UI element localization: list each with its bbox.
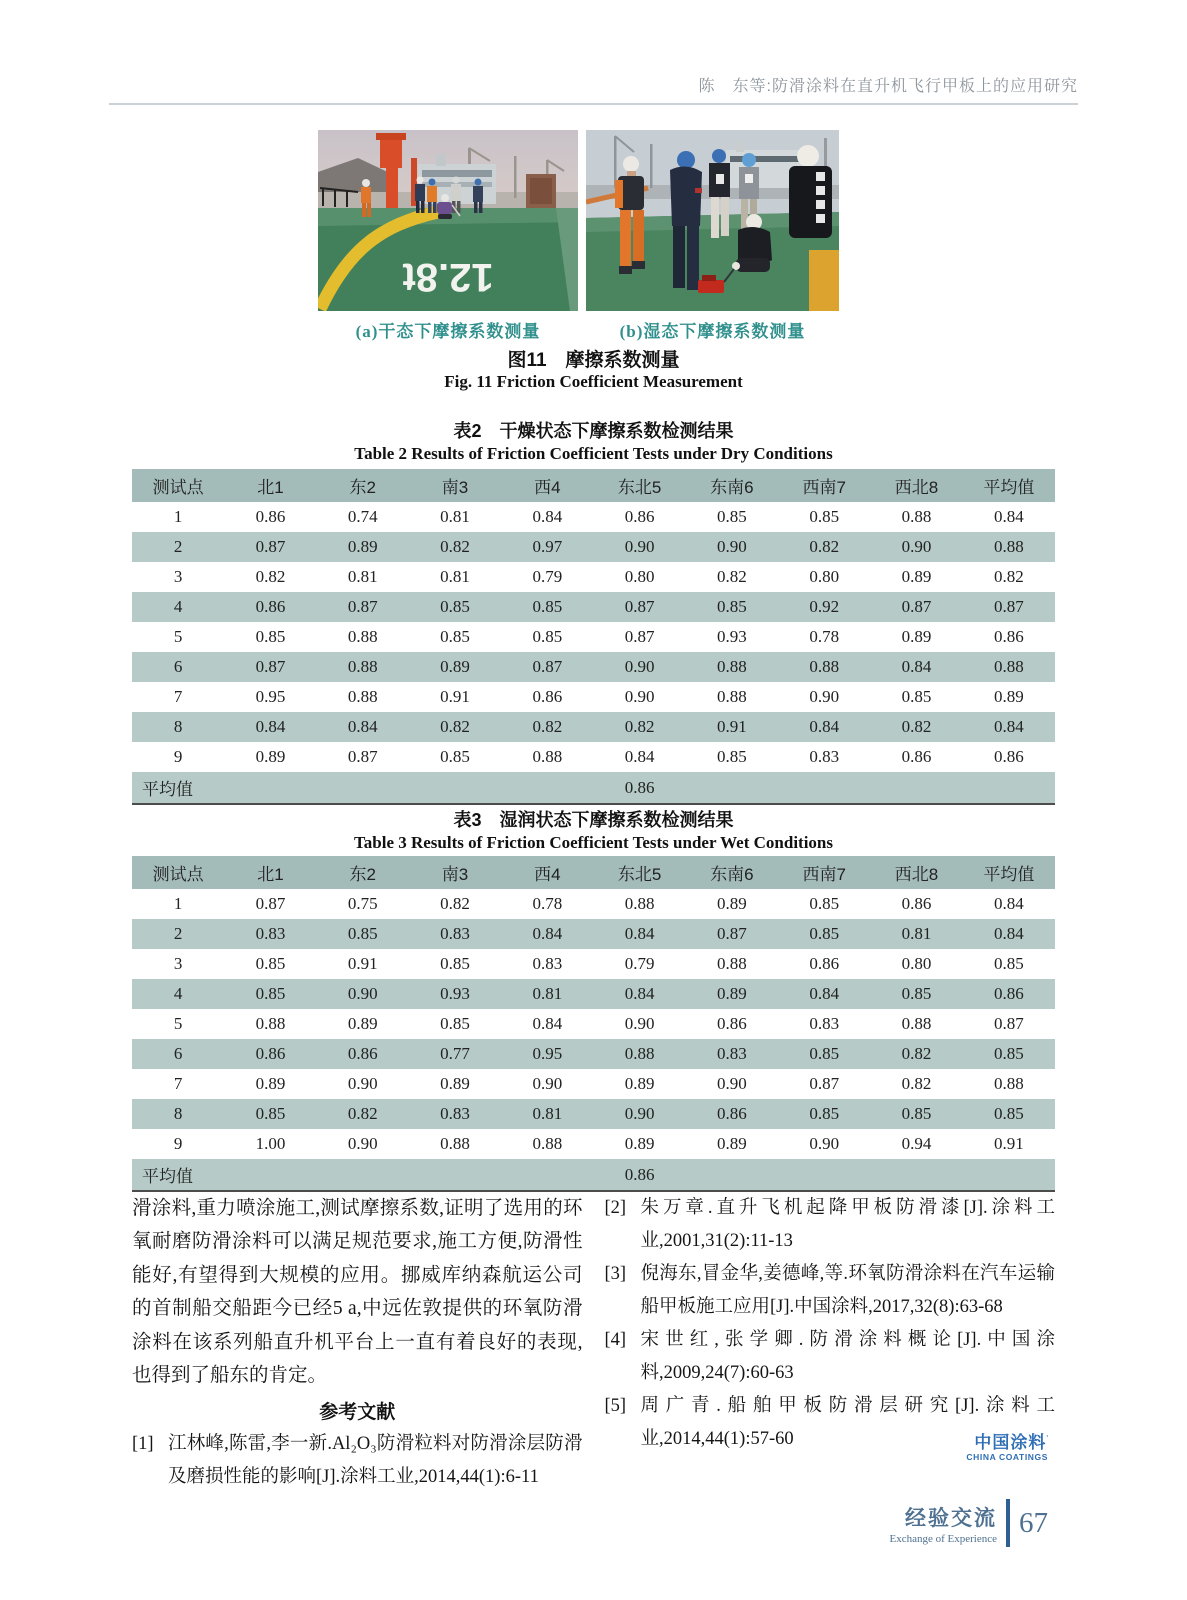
table-cell: 0.90 <box>317 979 409 1009</box>
table-cell: 0.90 <box>532 1074 563 1093</box>
table-cell: 0.86 <box>224 1039 316 1069</box>
table-cell: 0.85 <box>809 507 840 526</box>
table-cell: 0.80 <box>624 567 655 586</box>
table-cell: 0.82 <box>317 1099 409 1129</box>
table-cell: 0.85 <box>255 627 286 646</box>
logo-trademark: ' <box>1046 1433 1048 1444</box>
table-cell: 0.87 <box>317 592 409 622</box>
column-header: 北1 <box>224 856 316 889</box>
table-cell: 0.91 <box>347 954 378 973</box>
table-cell: 8 <box>132 712 224 742</box>
table-cell: 1 <box>173 894 183 913</box>
table-cell: 0.86 <box>317 1039 409 1069</box>
table-cell: 0.85 <box>778 1099 870 1129</box>
header-rule <box>109 103 1078 105</box>
logo-en-text: CHINA COATINGS <box>966 1451 1048 1462</box>
reference-text: 周广青.船舶甲板防滑层研究[J].涂料工业,2014,44(1):57-60 <box>640 1396 1055 1449</box>
table-cell: 0.88 <box>532 747 563 766</box>
table-cell: 0.84 <box>532 1014 563 1033</box>
table-cell: 0.85 <box>778 1039 870 1069</box>
table-cell: 0.77 <box>409 1039 501 1069</box>
left-column <box>132 1192 583 1494</box>
references-list-left <box>132 1428 583 1494</box>
table-cell: 0.85 <box>717 507 747 526</box>
table-cell: 0.88 <box>347 687 378 706</box>
table-cell: 0.84 <box>532 507 563 526</box>
table-cell: 7 <box>173 1074 183 1093</box>
column-header: 北1 <box>224 469 316 502</box>
table-cell: 0.88 <box>963 532 1055 562</box>
table-header-row <box>132 469 1055 502</box>
table-cell <box>686 1159 778 1191</box>
table-cell: 0.82 <box>778 532 870 562</box>
column-header: 南3 <box>409 469 501 502</box>
table-cell: 0.82 <box>255 567 286 586</box>
reference-text: 宋世红,张学卿.防滑涂料概论[J].中国涂料,2009,24(7):60-63 <box>640 1330 1055 1383</box>
table-cell: 0.90 <box>717 1074 747 1093</box>
table-cell: 0.89 <box>317 532 409 562</box>
table-cell: 0.88 <box>686 652 778 682</box>
table-cell: 0.85 <box>501 592 593 622</box>
table-cell: 0.88 <box>347 627 378 646</box>
table-cell: 0.88 <box>593 1039 685 1069</box>
table-row <box>132 592 1055 622</box>
table-cell: 0.86 <box>686 1099 778 1129</box>
column-header: 平均值 <box>963 469 1055 502</box>
table-cell: 0.97 <box>501 532 593 562</box>
running-head: 陈 东等:防滑涂料在直升机飞行甲板上的应用研究 <box>698 78 1078 95</box>
table-cell: 0.79 <box>624 954 655 973</box>
table-cell: 4 <box>132 592 224 622</box>
table-cell: 0.95 <box>501 1039 593 1069</box>
table-cell: 0.88 <box>440 1134 470 1153</box>
table-cell: 0.83 <box>809 747 840 766</box>
table-cell: 0.87 <box>224 652 316 682</box>
page-footer <box>890 1499 1049 1547</box>
table-cell: 0.87 <box>686 919 778 949</box>
table-cell: 0.83 <box>409 919 501 949</box>
table-cell: 0.82 <box>593 712 685 742</box>
table-cell: 0.75 <box>347 894 378 913</box>
table-cell: 0.90 <box>809 1134 840 1153</box>
photo-caption-a: (a)干态下摩擦系数测量 <box>355 322 541 341</box>
table-cell: 0.89 <box>624 1134 655 1153</box>
table-cell: 0.91 <box>686 712 778 742</box>
table-cell: 0.84 <box>593 919 685 949</box>
reference-number: [4] <box>604 1330 627 1350</box>
table-cell: 0.85 <box>409 592 501 622</box>
table-cell: 0.85 <box>224 979 316 1009</box>
reference-text: 倪海东,冒金华,姜德峰,等.环氧防滑涂料在汽车运输船甲板施工应用[J].中国涂料,2017,32(8):63-68 <box>640 1264 1055 1317</box>
table-cell: 0.89 <box>901 567 932 586</box>
references-list-right <box>605 1192 1056 1456</box>
table-cell: 0.86 <box>993 747 1024 766</box>
table-cell: 0.84 <box>624 747 655 766</box>
table-cell: 0.88 <box>901 1014 932 1033</box>
table-cell: 0.90 <box>347 1134 378 1153</box>
reference-item <box>605 1324 1056 1390</box>
table-cell: 0.86 <box>224 592 316 622</box>
table-cell: 0.92 <box>778 592 870 622</box>
table-cell: 0.89 <box>255 747 286 766</box>
table-cell: 0.85 <box>317 919 409 949</box>
table-cell: 0.89 <box>347 1014 378 1033</box>
table-cell: 0.85 <box>532 627 563 646</box>
photo-dry-friction-test <box>318 130 578 311</box>
column-header: 西南7 <box>778 469 870 502</box>
table-row <box>132 652 1055 682</box>
reference-number: [1] <box>132 1434 154 1455</box>
table-cell: 0.85 <box>778 919 870 949</box>
table-cell: 3 <box>173 954 183 973</box>
table-cell <box>501 1159 593 1191</box>
reference-item <box>132 1428 583 1494</box>
table-cell: 0.90 <box>870 532 962 562</box>
table-cell: 0.85 <box>809 894 840 913</box>
table-cell <box>686 772 778 804</box>
table-cell: 0.89 <box>993 687 1024 706</box>
table-cell: 0.82 <box>717 567 747 586</box>
table-cell <box>778 772 870 804</box>
table-cell: 0.87 <box>963 592 1055 622</box>
table-cell: 0.90 <box>624 1014 655 1033</box>
table-cell <box>870 1159 962 1191</box>
table-cell: 3 <box>173 567 183 586</box>
table-cell: 6 <box>132 652 224 682</box>
table-row <box>132 682 1055 712</box>
table3-title-en: Table 3 Results of Friction Coefficient Tests under Wet Conditions <box>353 833 834 852</box>
table-cell <box>870 772 962 804</box>
table-cell: 0.88 <box>778 652 870 682</box>
table-cell: 0.85 <box>440 627 470 646</box>
column-header: 西南7 <box>778 856 870 889</box>
figure-title-cn: 图11 摩擦系数测量 <box>507 350 680 371</box>
table-cell: 6 <box>132 1039 224 1069</box>
table-row <box>132 1039 1055 1069</box>
table-cell: 0.86 <box>624 507 655 526</box>
table-cell: 平均值 <box>132 772 224 804</box>
footer-section-cn: 经验交流 <box>905 1506 997 1530</box>
reference-number: [3] <box>604 1264 627 1284</box>
table-cell: 0.86 <box>963 979 1055 1009</box>
table-cell: 0.86 <box>901 894 932 913</box>
table-cell: 0.86 <box>255 507 286 526</box>
china-coatings-logo <box>966 1434 1048 1462</box>
table-cell <box>317 772 409 804</box>
table-cell: 0.89 <box>717 894 747 913</box>
table-cell: 0.82 <box>409 532 501 562</box>
column-header: 东2 <box>317 856 409 889</box>
table-cell: 0.87 <box>624 627 655 646</box>
column-header: 东北5 <box>593 469 685 502</box>
table-cell: 0.88 <box>532 1134 563 1153</box>
table-cell <box>409 772 501 804</box>
table-cell: 0.88 <box>317 652 409 682</box>
table-cell: 9 <box>173 1134 183 1153</box>
table-cell: 0.85 <box>224 1099 316 1129</box>
table-cell: 4 <box>132 979 224 1009</box>
table-cell: 0.95 <box>255 687 286 706</box>
column-header: 西北8 <box>870 469 962 502</box>
page-number: 67 <box>1019 1506 1048 1539</box>
table3-title-cn: 表3 湿润状态下摩擦系数检测结果 <box>453 810 734 830</box>
table-cell: 0.85 <box>963 1099 1055 1129</box>
reference-item <box>605 1258 1056 1324</box>
column-header: 平均值 <box>963 856 1055 889</box>
table-cell: 0.89 <box>686 979 778 1009</box>
table-cell: 0.90 <box>347 1074 378 1093</box>
table-row <box>132 949 1055 979</box>
column-header: 东北5 <box>593 856 685 889</box>
column-header: 测试点 <box>132 469 224 502</box>
table-average-row <box>132 1159 1055 1191</box>
footer-section-label <box>890 1502 998 1545</box>
table2-title-cn: 表2 干燥状态下摩擦系数检测结果 <box>453 421 734 441</box>
table-cell: 0.84 <box>778 979 870 1009</box>
table-cell: 0.87 <box>809 1074 840 1093</box>
reference-number: [5] <box>604 1396 627 1416</box>
photo-wet-friction-test <box>586 130 839 311</box>
table-cell: 5 <box>173 627 183 646</box>
table-cell <box>409 1159 501 1191</box>
table-cell: 0.79 <box>532 567 563 586</box>
table-row <box>132 1099 1055 1129</box>
table-cell: 0.81 <box>440 507 470 526</box>
table-cell: 0.87 <box>501 652 593 682</box>
table-cell <box>778 1159 870 1191</box>
table-cell: 0.90 <box>593 532 685 562</box>
table-cell: 0.87 <box>993 1014 1024 1033</box>
body-paragraph: 滑涂料,重力喷涂施工,测试摩擦系数,证明了选用的环氧耐磨防滑涂料可以满足规范要求,施工方便,防滑性能好,有望得到大规模的应用。挪威库纳森航运公司的首制船交船距今已经5 a,中远佐敦提供的环氧防滑涂料在该系列船直升机平台上一直有着良好的表现,也得到了船东的肯定。 <box>132 1198 583 1387</box>
table-row <box>132 562 1055 592</box>
table-cell: 0.82 <box>501 712 593 742</box>
table3-wet-results <box>132 856 1055 1192</box>
table-cell: 0.85 <box>255 954 286 973</box>
table2-title-en: Table 2 Results of Friction Coefficient Tests under Dry Conditions <box>354 444 833 463</box>
table-cell: 0.85 <box>901 687 932 706</box>
table-row <box>132 1129 1055 1159</box>
table-cell: 0.87 <box>255 894 286 913</box>
table-cell: 0.88 <box>901 507 932 526</box>
table-cell: 0.82 <box>409 712 501 742</box>
table-cell: 0.81 <box>440 567 470 586</box>
table-cell: 0.86 <box>901 747 932 766</box>
table-cell: 平均值 <box>132 1159 224 1191</box>
photo-caption-b: (b)湿态下摩擦系数测量 <box>619 322 806 341</box>
table-cell: 0.88 <box>255 1014 286 1033</box>
table-cell: 0.82 <box>870 1039 962 1069</box>
column-header: 东南6 <box>686 469 778 502</box>
table-cell: 0.83 <box>224 919 316 949</box>
table-cell: 0.84 <box>224 712 316 742</box>
table-cell: 0.90 <box>809 687 840 706</box>
table-cell: 0.88 <box>717 954 747 973</box>
footer-section-en: Exchange of Experience <box>889 1532 997 1545</box>
table-cell: 0.84 <box>963 712 1055 742</box>
table-cell: 0.85 <box>963 1039 1055 1069</box>
table-cell: 0.93 <box>717 627 747 646</box>
table-cell: 0.85 <box>870 1099 962 1129</box>
figure-11 <box>318 130 839 342</box>
table-cell: 2 <box>132 532 224 562</box>
reference-item <box>605 1192 1056 1258</box>
table-row <box>132 1069 1055 1099</box>
photo-column-b <box>586 130 839 342</box>
table-cell <box>963 772 1055 804</box>
column-header: 西4 <box>501 469 593 502</box>
table-row <box>132 622 1055 652</box>
table-cell: 0.81 <box>347 567 378 586</box>
photo-column-a <box>318 130 578 342</box>
table-cell: 0.88 <box>624 894 655 913</box>
table-cell: 0.88 <box>993 1074 1024 1093</box>
column-header: 南3 <box>409 856 501 889</box>
table-cell: 0.89 <box>255 1074 286 1093</box>
table-cell: 0.84 <box>870 652 962 682</box>
table-cell: 0.81 <box>501 979 593 1009</box>
table-cell: 0.86 <box>593 772 685 804</box>
table-cell: 0.82 <box>993 567 1024 586</box>
table-cell: 0.84 <box>993 507 1024 526</box>
table-cell: 0.82 <box>901 1074 932 1093</box>
column-header: 西4 <box>501 856 593 889</box>
table-cell: 0.90 <box>624 687 655 706</box>
table-cell: 0.87 <box>347 747 378 766</box>
table-cell: 1.00 <box>255 1134 286 1153</box>
table-cell: 0.86 <box>993 627 1024 646</box>
table-row <box>132 1009 1055 1039</box>
reference-number: [2] <box>604 1198 627 1218</box>
table-cell: 0.83 <box>686 1039 778 1069</box>
table-cell: 0.84 <box>501 919 593 949</box>
table-cell: 0.90 <box>686 532 778 562</box>
table-cell: 1 <box>173 507 183 526</box>
references-heading: 参考文献 <box>319 1402 396 1424</box>
table-row <box>132 889 1055 919</box>
table-cell: 0.85 <box>686 592 778 622</box>
table-cell: 0.88 <box>717 687 747 706</box>
logo-cn-text: 中国涂料 <box>974 1433 1047 1452</box>
table-cell: 0.91 <box>440 687 470 706</box>
deck-marking-text: 12.8t <box>402 255 494 299</box>
table-cell: 0.89 <box>624 1074 655 1093</box>
table-cell: 0.88 <box>963 652 1055 682</box>
table-cell: 0.86 <box>717 1014 747 1033</box>
table-cell: 0.87 <box>870 592 962 622</box>
table-cell: 0.84 <box>593 979 685 1009</box>
table-cell <box>224 772 316 804</box>
table-cell <box>224 1159 316 1191</box>
table-cell: 0.85 <box>440 954 470 973</box>
table-cell: 0.89 <box>901 627 932 646</box>
table-cell: 0.87 <box>593 592 685 622</box>
table-cell: 0.86 <box>532 687 563 706</box>
table-cell: 0.82 <box>870 712 962 742</box>
table-row <box>132 979 1055 1009</box>
table-cell: 9 <box>173 747 183 766</box>
table-header-row <box>132 856 1055 889</box>
table-cell: 0.82 <box>440 894 470 913</box>
footer-divider-bar <box>1006 1499 1010 1547</box>
table-cell <box>501 772 593 804</box>
table-cell: 0.85 <box>440 747 470 766</box>
column-header: 东2 <box>317 469 409 502</box>
table-cell: 0.89 <box>440 1074 470 1093</box>
table-cell: 0.89 <box>717 1134 747 1153</box>
table-row <box>132 712 1055 742</box>
table-cell: 0.80 <box>809 567 840 586</box>
table-cell: 0.84 <box>963 919 1055 949</box>
table-cell: 0.94 <box>901 1134 932 1153</box>
table-cell: 0.89 <box>409 652 501 682</box>
table-cell: 0.84 <box>778 712 870 742</box>
column-header: 西北8 <box>870 856 962 889</box>
table-cell: 0.90 <box>593 1099 685 1129</box>
table-row <box>132 532 1055 562</box>
table-cell: 0.85 <box>870 979 962 1009</box>
table-cell: 0.84 <box>317 712 409 742</box>
table-cell: 0.83 <box>409 1099 501 1129</box>
table-row <box>132 919 1055 949</box>
table-cell: 0.86 <box>809 954 840 973</box>
table-cell <box>317 1159 409 1191</box>
table-cell: 7 <box>173 687 183 706</box>
table-cell: 0.80 <box>901 954 932 973</box>
table-cell <box>963 1159 1055 1191</box>
table-row <box>132 742 1055 772</box>
table-cell: 0.78 <box>809 627 840 646</box>
table-cell: 0.83 <box>532 954 563 973</box>
table-row <box>132 502 1055 532</box>
table-cell: 0.93 <box>409 979 501 1009</box>
reference-text: 朱万章.直升飞机起降甲板防滑漆[J].涂料工业,2001,31(2):11-13 <box>640 1198 1055 1251</box>
table-cell: 8 <box>132 1099 224 1129</box>
table-cell: 0.84 <box>993 894 1024 913</box>
table-cell: 0.85 <box>993 954 1024 973</box>
column-header: 东南6 <box>686 856 778 889</box>
table-cell: 2 <box>132 919 224 949</box>
table-cell: 0.74 <box>347 507 378 526</box>
table-cell: 0.83 <box>809 1014 840 1033</box>
figure-title-en: Fig. 11 Friction Coefficient Measurement <box>444 372 743 391</box>
table-cell: 0.87 <box>224 532 316 562</box>
table-cell: 0.78 <box>532 894 563 913</box>
table-cell: 0.85 <box>717 747 747 766</box>
table-cell: 0.86 <box>593 1159 685 1191</box>
column-header: 测试点 <box>132 856 224 889</box>
table-average-row <box>132 772 1055 804</box>
table-cell: 0.90 <box>593 652 685 682</box>
table-cell: 0.81 <box>501 1099 593 1129</box>
body-columns <box>132 1192 1055 1494</box>
table-cell: 0.81 <box>870 919 962 949</box>
reference-text: 江林峰,陈雷,李一新.Al₂O₃防滑粒料对防滑涂层防滑及磨损性能的影响[J].涂料工业,2014,44(1):6-11 <box>168 1434 583 1488</box>
table-cell: 0.91 <box>993 1134 1024 1153</box>
table-cell: 0.85 <box>440 1014 470 1033</box>
table2-dry-results <box>132 469 1055 805</box>
table-cell: 5 <box>173 1014 183 1033</box>
